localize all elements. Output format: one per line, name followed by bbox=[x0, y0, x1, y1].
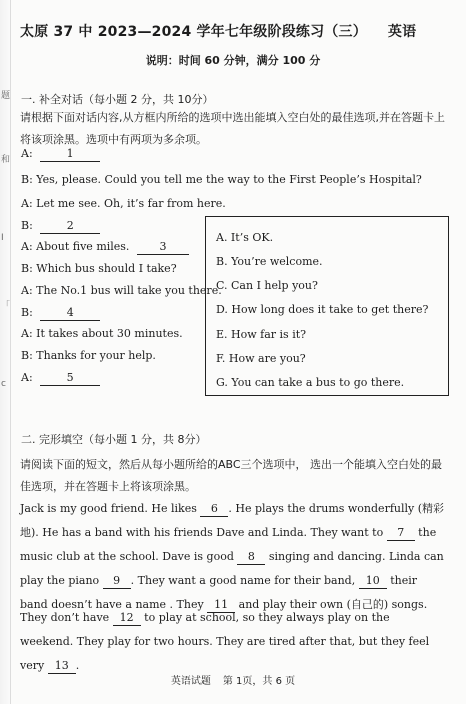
binding-mark: I bbox=[1, 233, 4, 243]
answer-blank: 1 bbox=[40, 147, 100, 162]
passage-text: singing and dancing. Linda can play the piano bbox=[20, 550, 444, 587]
page-footer bbox=[0, 672, 466, 687]
dialogue-line bbox=[21, 219, 100, 234]
section-2-heading: 二. 完形填空（每小题 1 分，共 8分） bbox=[21, 433, 207, 446]
cloze-blank: 8 bbox=[237, 550, 265, 565]
dialogue-text: A: It takes about 30 minutes. bbox=[21, 327, 183, 340]
binding-mark: 题 bbox=[1, 91, 11, 101]
option-item: B. You’re welcome. bbox=[216, 255, 323, 268]
dialogue-line bbox=[21, 327, 183, 340]
option-box bbox=[205, 216, 449, 396]
dialogue-text: A: About five miles. bbox=[21, 240, 133, 253]
dialogue-line bbox=[21, 306, 100, 321]
cloze-blank: 11 bbox=[207, 598, 235, 613]
passage-text: their band doesn’t have a name . They bbox=[20, 574, 417, 611]
answer-blank: 2 bbox=[40, 219, 100, 234]
dialogue-line bbox=[21, 284, 222, 297]
dialogue-text: B: bbox=[21, 306, 37, 319]
passage-paragraph-2 bbox=[20, 606, 445, 678]
dialogue-line bbox=[21, 173, 422, 186]
passage-paragraph-1 bbox=[20, 497, 445, 617]
cloze-blank: 10 bbox=[359, 574, 387, 589]
dialogue-text: B: Yes, please. Could you tell me the way to the First People’s Hospital? bbox=[21, 173, 422, 186]
dialogue-text: B: bbox=[21, 219, 37, 232]
passage-text: They don’t have bbox=[20, 611, 113, 624]
section-1-heading: 一. 补全对话（每小题 2 分，共 10分） bbox=[21, 93, 214, 106]
section-1-instruction: 请根据下面对话内容,从方框内所给的选项中选出能填入空白处的最佳选项,并在答题卡上将该项涂黑。选项中有两项为多余项。 bbox=[20, 111, 445, 146]
exam-title-text: 太原 37 中 2023—2024 学年七年级阶段练习（三） bbox=[20, 24, 367, 40]
footer-page-number: 第 1页，共 6 页 bbox=[222, 676, 296, 687]
dialogue-line bbox=[21, 197, 226, 210]
binding-margin bbox=[0, 0, 11, 704]
exam-instructions: 说明：时间 60 分钟，满分 100 分 bbox=[145, 54, 321, 67]
answer-blank: 4 bbox=[40, 306, 100, 321]
dialogue-text: A: The No.1 bus will take you there. bbox=[21, 284, 222, 297]
passage-text: to play at school, so they always play on the weekend. They play for two hours. They are tired after that, but they feel very bbox=[20, 611, 430, 672]
binding-mark: c bbox=[1, 379, 6, 389]
cloze-blank: 13 bbox=[48, 659, 76, 674]
dialogue-line bbox=[21, 147, 100, 162]
cloze-blank: 7 bbox=[387, 526, 415, 541]
cloze-blank: 12 bbox=[113, 611, 141, 626]
answer-blank: 3 bbox=[137, 240, 189, 255]
section-2-instruction: 请阅读下面的短文，然后从每小题所给的ABC三个选项中， 选出一个能填入空白处的最佳选项，并在答题卡上将该项涂黑。 bbox=[20, 458, 443, 493]
dialogue-text: A: Let me see. Oh, it’s far from here. bbox=[21, 197, 226, 210]
passage-text: . He plays the drums wonderfully (精彩地). He has a band with his friends Dave and Linda. They want to bbox=[20, 502, 445, 539]
option-item: A. It’s OK. bbox=[216, 231, 274, 244]
answer-blank: 5 bbox=[40, 371, 100, 386]
option-item: E. How far is it? bbox=[216, 328, 307, 341]
option-item: F. How are you? bbox=[216, 352, 306, 365]
dialogue-line bbox=[21, 349, 156, 362]
dialogue-line bbox=[21, 371, 100, 386]
dialogue-text: A: bbox=[21, 147, 37, 160]
exam-subject: 英语 bbox=[387, 24, 417, 40]
binding-mark: 「 bbox=[1, 301, 11, 311]
cloze-blank: 9 bbox=[103, 574, 131, 589]
option-item: D. How long does it take to get there? bbox=[216, 303, 429, 316]
passage-text: . They want a good name for their band, bbox=[130, 574, 359, 587]
dialogue-line bbox=[21, 240, 189, 255]
passage-text: Jack is my good friend. He likes bbox=[20, 502, 201, 515]
footer-label: 英语试题 bbox=[170, 676, 211, 687]
dialogue-text: B: Which bus should I take? bbox=[21, 262, 177, 275]
dialogue-text: A: bbox=[21, 371, 37, 384]
passage-text: . bbox=[75, 659, 80, 672]
cloze-blank: 6 bbox=[200, 502, 228, 517]
binding-mark: 和 bbox=[1, 155, 11, 165]
passage-text: and play their own (自己的) songs. bbox=[235, 598, 428, 611]
option-item: G. You can take a bus to go there. bbox=[216, 376, 405, 389]
exam-title bbox=[20, 21, 450, 41]
option-item: C. Can I help you? bbox=[216, 279, 318, 292]
dialogue-line bbox=[21, 262, 177, 275]
passage-text: the music club at the school. Dave is good bbox=[20, 526, 437, 563]
dialogue-text: B: Thanks for your help. bbox=[21, 349, 156, 362]
